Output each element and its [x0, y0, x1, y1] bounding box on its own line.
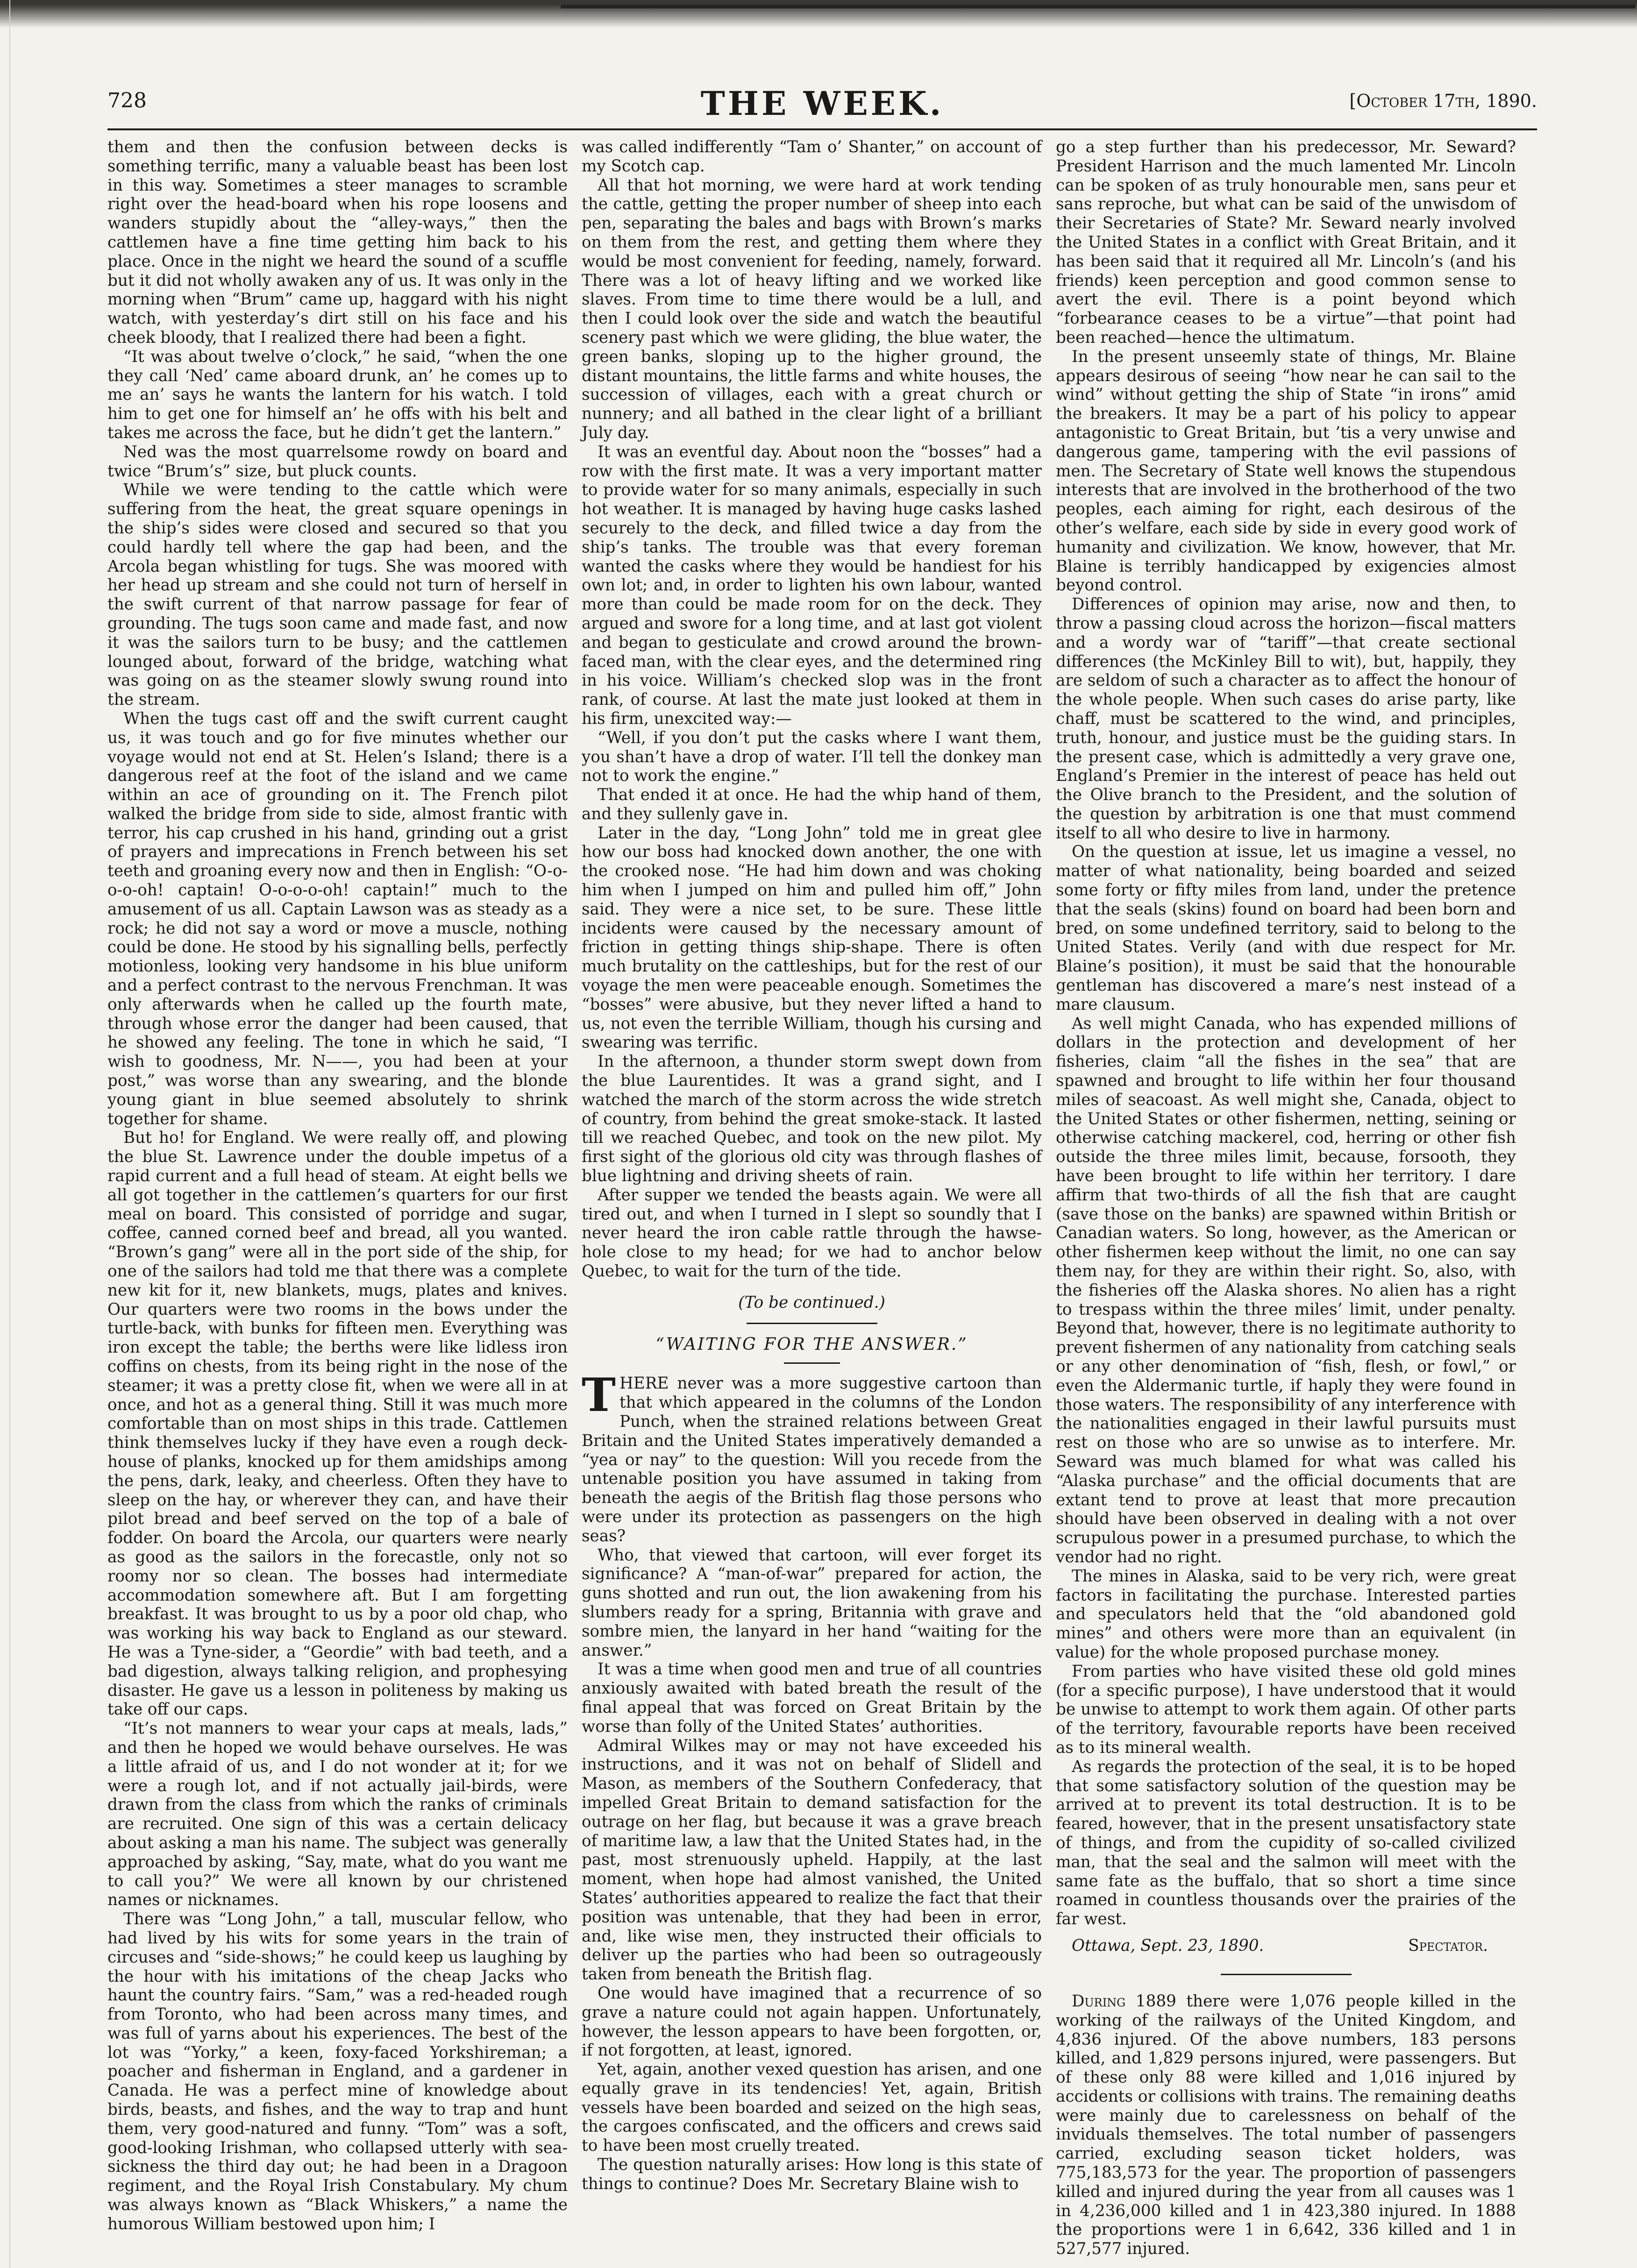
- paragraph: Later in the day, “Long John” told me in great glee how our boss had knocked down another, the one with the crooked nose. “He had him down and was choking him when I jumped on him and pulled him off,” John said. They were a nice set, to be sure. These little incidents were caused by the necessary amount of friction in getting things ship-shape. There is often much brutality on the cattleships, but for the rest of our voyage the men were peaceable enough. Sometimes the “bosses” were abusive, but they never lifted a hand to us, not even the terrible William, though his cursing and swearing was terrific.: [582, 823, 1042, 1052]
- scan-edge: [0, 0, 1637, 28]
- paragraph: While we were tending to the cattle which were suffering from the heat, the great square openings in the ship’s sides were closed and secured so that you could hardly tell where the gap had been, and the Arcola began whistling for tugs. She was moored with her head up stream and she could not turn of herself in the swift current of that narrow passage for fear of grounding. The tugs soon came and made fast, and now it was the sailors turn to be busy; and the cattlemen lounged about, forward of the bridge, watching what was going on as the steamer slowly swung round into the stream.: [107, 481, 568, 709]
- paragraph: Admiral Wilkes may or may not have exceeded his instructions, and it was not on behalf of Slidell and Mason, as members of the Southern Confederacy, that impelled Great Britain to demand satisfaction for the outrage on her flag, but because it was a grave breach of maritime law, a law that the United States had, in the past, most strenuously upheld. Happily, at the last moment, when hope had almost vanished, the United States’ authorities appeared to realize the fact that their position was untenable, that they had been in error, and, like wise men, they instructed their officials to deliver up the parties who had been so outrageously taken from beneath the British flag.: [582, 1736, 1042, 1984]
- paragraph: In the afternoon, a thunder storm swept down from the blue Laurentides. It was a grand sight, and I watched the march of the storm across the wide stretch of country, from behind the great smoke-stack. It lasted till we reached Quebec, and took on the new pilot. My first sight of the glorious old city was through flashes of blue lightning and driving sheets of rain.: [582, 1052, 1042, 1186]
- paragraph: But ho! for England. We were really off, and plowing the blue St. Lawrence under the double impetus of a rapid current and a full head of steam. At eight bells we all got together in the cattlemen’s quarters for our first meal on board. This consisted of porridge and sugar, coffee, canned corned beef and bread, all you wanted. “Brown’s gang” were all in the port side of the ship, for one of the sailors had told me that there was a complete new kit for it, new blankets, mugs, plates and knives. Our quarters were two rooms in the bows under the turtle-back, with bunks for fifteen men. Everything was iron except the table; the berths were like lidless iron coffins on chests, from its being right in the nose of the steamer; it was a pretty close fit, when we were all in at once, and hot as a general thing. Still it was much more comfortable than on most ships in this trade. Cattlemen think themselves lucky if they have even a rough deck-house of planks, knocked up for them amidships among the pens, dark, leaky, and cheerless. Often they have to sleep on the hay, or wherever they can, and have their pilot bread and beef served on the top of a bale of fodder. On board the Arcola, our quarters were nearly as good as the sailors in the forecastle, only not so roomy nor so clean. The bosses had intermediate accommodation somewhere aft. But I am forgetting breakfast. It was brought to us by a poor old chap, who was working his way back to England as our steward. He was a Tyne-sider, a “Geordie” with bad teeth, and a bad digestion, always talking religion, and prophesying disaster. He gave us a lesson in politeness by making us take off our caps.: [107, 1128, 568, 1719]
- paragraph: When the tugs cast off and the swift current caught us, it was touch and go for five minutes whether our voyage would not end at St. Helen’s Island; there is a dangerous reef at the foot of the island and we came within an ace of grounding on it. The French pilot walked the bridge from side to side, almost frantic with terror, his cap crushed in his hand, grinding out a grist of prayers and imprecations in French between his set teeth and groaning every now and then in English: “O-o-o-o-oh! captain! O-o-o-o-oh! captain!” much to the amusement of us all. Captain Lawson was as steady as a rock; he did not say a word or move a muscle, nothing could be done. He stood by his signalling bells, perfectly motionless, looking very handsome in his blue uniform and a perfect contrast to the nervous Frenchman. It was only afterwards when he called up the fourth mate, through whose error the danger had been caused, that he showed any feeling. The tone in which he said, “I wish to goodness, Mr. N——, you had been at your post,” was worse than any swearing, and the blonde young giant in blue seemed absolutely to shrink together for shame.: [107, 709, 568, 1128]
- section-divider: [1221, 1974, 1352, 1975]
- page-fold-line: [9, 0, 10, 2268]
- railway-item: [1056, 1992, 1516, 2259]
- paragraph: As well might Canada, who has expended millions of dollars in the protection and development of her fisheries, claim “all the fishes in the sea” that are spawned and brought to life within her four thousand miles of seacoast. As well might she, Canada, object to the United States or other fishermen, netting, seining or otherwise catching mackerel, cod, herring or other fish outside the three miles limit, because, forsooth, they have been brought to life within her territory. I dare affirm that two-thirds of all the fish that are caught (save those on the banks) are spawned within British or Canadian waters. So long, however, as the American or other fishermen keep without the limit, no one can say them nay, for they are within their right. So, also, with the fisheries off the Alaska shores. No alien has a right to trespass within the three miles’ limit, under penalty. Beyond that, however, there is no legitimate authority to prevent fishermen of any nationality from catching seals or any other denomination of “fish, flesh, or fowl,” or even the Aldermanic turtle, if haply they were found in those waters. The responsibility of any interference with the nationalities engaged in their lawful pursuits must rest on those who are so unwise as to interfere. Mr. Seward was much blamed for what was called his “Alaska purchase” and the official documents that are extant tend to prove at least that more precaution should have been observed in dealing with a not over scrupulous power in a presumed purchase, to which the vendor had no right.: [1056, 1014, 1516, 1566]
- paragraph: “It’s not manners to wear your caps at meals, lads,” and then he hoped we would behave ourselves. He was a little afraid of us, and I do not wonder at it; for we were a rough lot, and if not actually jail-birds, were drawn from the class from which the ranks of criminals are recruited. One sign of this was a certain delicacy about asking a man his name. The subject was generally approached by asking, “Say, mate, what do you want me to call you?” We were all known by our christened names or nicknames.: [107, 1719, 568, 1910]
- page-number: 728: [107, 89, 147, 113]
- signature: [1056, 1936, 1516, 1957]
- paragraph: “Well, if you don’t put the casks where I want them, you shan’t have a drop of water. I’ll tell the donkey man not to work the engine.”: [582, 728, 1042, 786]
- column-2: [582, 138, 1042, 2193]
- column-3: [1056, 138, 1516, 2259]
- railway-text: 1889 there were 1,076 people killed in the working of the railways of the United Kingdom, and 4,836 injured. Of the above numbers, 183 persons killed, and 1,829 persons injured, were passengers. But of these only 88 were killed and 1,016 injured by accidents or collisions with trains. The remaining deaths were mainly due to carelessness on behalf of the inviduals themselves. The total number of passengers carried, excluding season ticket holders, was 775,183,573 for the year. The proportion of passengers killed and injured during the year from all causes was 1 in 4,236,000 killed and 1 in 423,380 injured. In 1888 the proportions were 1 in 6,642, 336 killed and 1 in 527,577 injured.: [1056, 1992, 1516, 2259]
- paragraph: Differences of opinion may arise, now and then, to throw a passing cloud across the horizon—fiscal matters and a wordy war of “tariff”—that create sectional differences (the McKinley Bill to wit), but, happily, they are seldom of such a character as to affect the honour of the whole people. When such cases do arise party, like chaff, must be scattered to the wind, and principles, truth, honour, and justice must be the guiding stars. In the present case, which is admittedly a very grave one, England’s Premier in the interest of peace has held out the Olive branch to the President, and the solution of the question by arbitration is one that must commend itself to all who desire to live in harmony.: [1056, 595, 1516, 843]
- paragraph: them and then the confusion between decks is something terrific, many a valuable beast has been lost in this way. Sometimes a steer manages to scramble right over the head-board when his rope loosens and wanders stupidly about the “alley-ways,” then the cattlemen have a fine time getting him back to his place. Once in the night we heard the sound of a scuffle but it did not wholly awaken any of us. It was only in the morning when “Brum” came up, haggard with his night watch, with yesterday’s dirt still on his face and his cheek bloody, that I realized there had been a fight.: [107, 138, 568, 347]
- paragraph: That ended it at once. He had the whip hand of them, and they sullenly gave in.: [582, 786, 1042, 823]
- section-divider: [747, 1323, 877, 1324]
- paragraph: As regards the protection of the seal, it is to be hoped that some satisfactory solution of the question may be arrived at to prevent its total destruction. It is to be feared, however, that in the present unsatisfactory state of things, and from the cupidity of so-called civilized man, that the seal and the salmon will meet with the same fate as the buffalo, that so short a time since roamed in countless thousands over the prairies of the far west.: [1056, 1757, 1516, 1929]
- paragraph: There was “Long John,” a tall, muscular fellow, who had lived by his wits for some years in the train of circuses and “side-shows;” he could keep us laughing by the hour with his imitations of the cheap Jacks who haunt the country fairs. “Sam,” was a red-headed rough from Toronto, who had been across many times, and was full of yarns about his experiences. The best of the lot was “Yorky,” a keen, foxy-faced Yorkshireman; a poacher and fisherman in England, and a gardener in Canada. He was a perfect mine of knowledge about birds, beasts, and fishes, and the way to trap and hunt them, very good-natured and funny. “Tom” was a soft, good-looking Irishman, who collapsed utterly with sea-sickness the third day out; he had been in a Dragoon regiment, and the Royal Irish Constabulary. My chum was always known as “Black Whiskers,” a name the humorous William bestowed upon him; I: [107, 1910, 568, 2233]
- title-rule: [784, 1362, 840, 1364]
- masthead: THE WEEK.: [700, 84, 944, 123]
- to-be-continued: (To be continued.): [738, 1293, 885, 1312]
- paragraph: It was a time when good men and true of all countries anxiously awaited with bated breath the result of the final appeal that was forced on Great Britain by the worse than folly of the United States’ authorities.: [582, 1660, 1042, 1736]
- paragraph: “It was about twelve o’clock,” he said, “when the one they call ‘Ned’ came aboard drunk, an’ he comes up to me an’ says he wants the lantern for his watch. I told him to get one for himself an’ he offs with his belt and takes me across the face, but he didn’t get the lantern.”: [107, 347, 568, 442]
- signature-place: Ottawa, Sept. 23, 1890.: [1072, 1936, 1264, 1955]
- page-header: [107, 84, 1537, 121]
- column-1: [107, 138, 568, 2233]
- paragraph: Ned was the most quarrelsome rowdy on board and twice “Brum’s” size, but pluck counts.: [107, 442, 568, 481]
- header-rule: [107, 128, 1537, 130]
- paragraph: From parties who have visited these old gold mines (for a specific purpose), I have understood that it would be unwise to attempt to work them again. Of other parts of the territory, favourable reports have been received as to its mineral wealth.: [1056, 1662, 1516, 1757]
- paragraph: go a step further than his predecessor, Mr. Seward? President Harrison and the much lamented Mr. Lincoln can be spoken of as truly honourable men, sans peur et sans reproche, but what can be said of the unwisdom of their Secretaries of State? Mr. Seward nearly involved the United States in a conflict with Great Britain, and it has been said that it required all Mr. Lincoln’s (and his friends) keen perception and good common sense to avert the evil. There is a point beyond which “forbearance ceases to be a virtue”—that point had been reached—hence the ultimatum.: [1056, 138, 1516, 347]
- paragraph: On the question at issue, let us imagine a vessel, no matter of what nationality, being boarded and seized some forty or fifty miles from land, under the pretence that the seals (skins) found on board had been born and bred, on some undefined territory, said to belong to the United States. Verily (and with due respect for Mr. Blaine’s position), it must be said that the honourable gentleman has discovered a mare’s nest instead of a mare clausum.: [1056, 843, 1516, 1014]
- paragraph: The question naturally arises: How long is this state of things to continue? Does Mr. Secretary Blaine wish to: [582, 2155, 1042, 2193]
- paragraph: was called indifferently “Tam o’ Shanter,” on account of my Scotch cap.: [582, 138, 1042, 176]
- paragraph: In the present unseemly state of things, Mr. Blaine appears desirous of seeing “how near he can sail to the wind” without getting the ship of State “in irons” amid the breakers. It may be a part of his policy to appear antagonistic to Great Britain, but ’tis a very unwise and dangerous game, tampering with the evil passions of men. The Secretary of State well knows the stupendous interests that are involved in the brotherhood of the two peoples, each aiming for right, each desirous of the other’s welfare, each side by side in every good work of humanity and civilization. We know, however, that Mr. Blaine is terribly handicapped by exigencies almost beyond control.: [1056, 347, 1516, 595]
- lead-text: HERE never was a more suggestive cartoon than that which appeared in the columns of the London Punch, when the strained relations between Great Britain and the United States imperatively demanded a “yea or nay” to the question: Will you recede from the untenable position you have assumed in taking from beneath the aegis of the British flag those persons who were under its protection as passengers on the high seas?: [582, 1374, 1042, 1545]
- signature-name: Spectator.: [1408, 1936, 1488, 1955]
- paragraph: After supper we tended the beasts again. We were all tired out, and when I turned in I slept so soundly that I never heard the iron cable rattle through the hawse-hole close to my head; for we had to anchor below Quebec, to wait for the turn of the tide.: [582, 1185, 1042, 1281]
- scan-streak: [561, 5, 1635, 8]
- article-lead: [582, 1368, 1042, 1545]
- paragraph: It was an eventful day. About noon the “bosses” had a row with the first mate. It was a very important matter to provide water for so many animals, especially in such hot weather. It is managed by having huge casks lashed securely to the deck, and filled twice a day from the ship’s tanks. The trouble was that every foreman wanted the casks where they would be handiest for his own lot; and, in order to lighten his own labour, wanted more than could be made room for on the deck. They argued and swore for a long time, and at last got violent and began to gesticulate and crowd around the brown-faced man, with the clear eyes, and the determined ring in his voice. William’s checked slop was in the front rank, of course. At last the mate just looked at them in his firm, unexcited way:—: [582, 442, 1042, 728]
- lead-word: During: [1072, 1992, 1126, 2011]
- dateline: [October 17th, 1890.: [1349, 91, 1537, 111]
- paragraph: Who, that viewed that cartoon, will ever forget its significance? A “man-of-war” prepared for action, the guns shotted and run out, the lion awakening from his slumbers ready for a spring, Britannia with grave and sombre mien, the lanyard in her hand “waiting for the answer.”: [582, 1545, 1042, 1660]
- paragraph: All that hot morning, we were hard at work tending the cattle, getting the proper number of sheep into each pen, separating the bales and bags with Brown’s marks on them from the rest, and getting them where they would be most convenient for feeding, namely, forward. There was a lot of heavy lifting and we worked like slaves. From time to time there would be a lull, and then I could look over the side and watch the beautiful scenery past which we were gliding, the blue water, the green banks, sloping up to the higher ground, the distant mountains, the little farms and white houses, the succession of villages, each with a great church or nunnery; and all bathed in the clear light of a brilliant July day.: [582, 176, 1042, 442]
- drop-cap: T: [582, 1368, 616, 1423]
- paragraph: The mines in Alaska, said to be very rich, were great factors in facilitating the purchase. Interested parties and speculators held that the “old abandoned gold mines” and others were more than an equivalent (in value) for the whole proposed purchase money.: [1056, 1566, 1516, 1662]
- paragraph: One would have imagined that a recurrence of so grave a nature could not again happen. Unfortunately, however, the lesson appears to have been forgotten, or, if not forgotten, at least, ignored.: [582, 1984, 1042, 2060]
- paragraph: Yet, again, another vexed question has arisen, and one equally grave in its tendencies! Yet, again, British vessels have been boarded and seized on the high seas, the cargoes confiscated, and the officers and crews said to have been most cruelly treated.: [582, 2060, 1042, 2155]
- article-title: “WAITING FOR THE ANSWER.”: [655, 1334, 968, 1354]
